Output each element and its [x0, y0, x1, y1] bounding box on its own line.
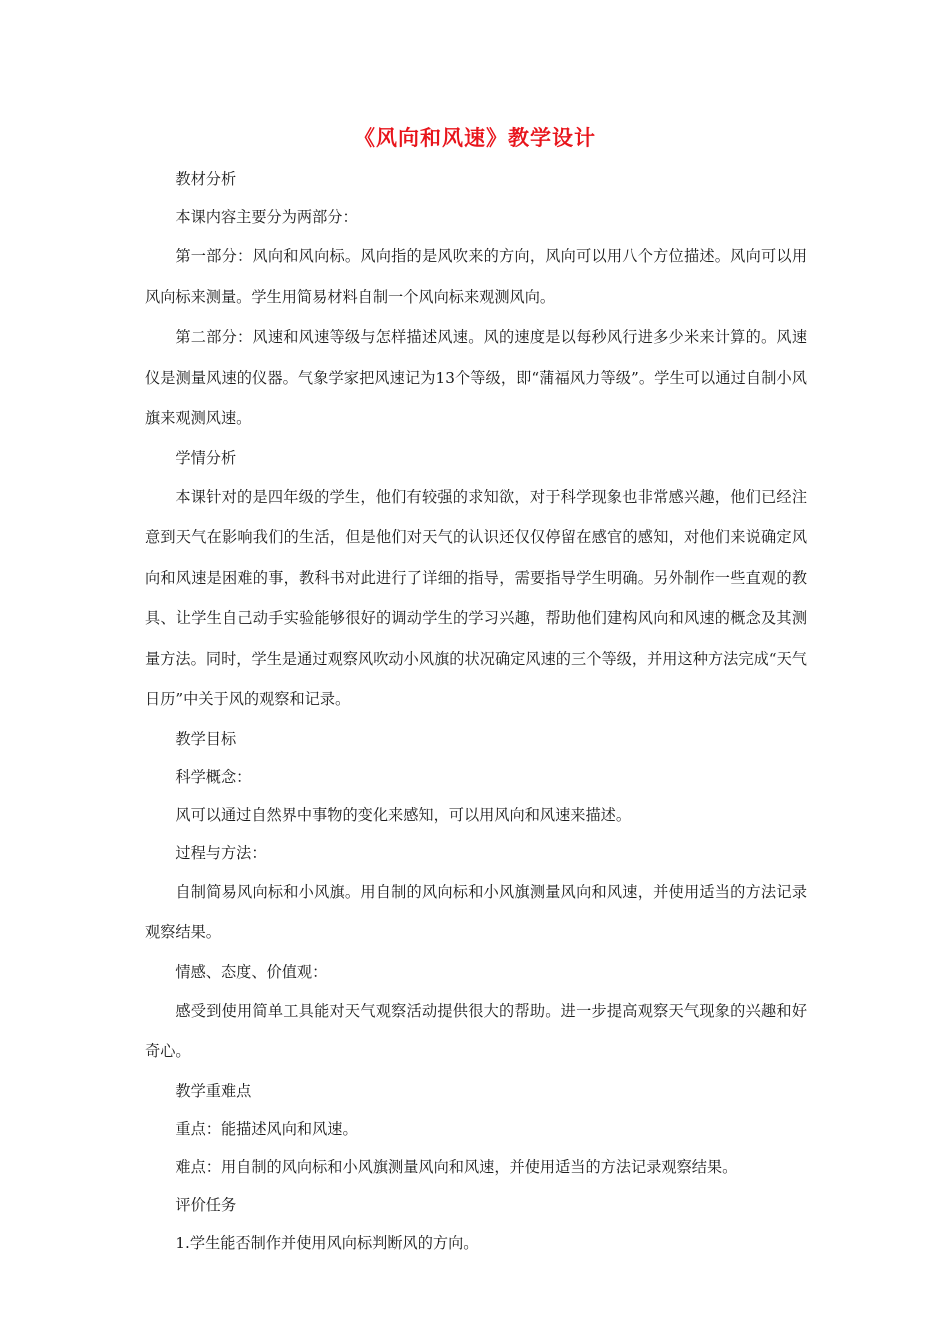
- paragraph: 风可以通过自然界中事物的变化来感知，可以用风向和风速来描述。: [175, 805, 632, 824]
- subheading: 过程与方法：: [175, 843, 267, 862]
- section-heading: 评价任务: [175, 1195, 237, 1214]
- paragraph: 重点：能描述风向和风速。: [175, 1119, 358, 1138]
- paragraph: 难点：用自制的风向标和小风旗测量风向和风速，并使用适当的方法记录观察结果。: [175, 1157, 738, 1176]
- subheading: 情感、态度、价值观：: [175, 962, 328, 981]
- paragraph: 感受到使用简单工具能对天气观察活动提供很大的帮助。进一步提高观察天气现象的兴趣和好奇心。: [145, 1001, 807, 1060]
- paragraph: 本课内容主要分为两部分：: [175, 208, 358, 226]
- paragraph: 本课针对的是四年级的学生，他们有较强的求知欲，对于科学现象也非常感兴趣，他们已经注意到天气在影响我们的生活，但是他们对天气的认识还仅仅停留在感官的感知，对他们来说确定风向和风速是困难的事，教科书对此进行了详细的指导，需要指导学生明确。另外制作一些直观的教具、让学生自己动手实验能够很好的调动学生的学习兴趣，帮助他们建构风向和风速的概念及其测量方法。同时，学生是通过观察风吹动小风旗的状况确定风速的三个等级，并用这种方法完成“天气日历”中关于风的观察和记录。: [145, 487, 807, 708]
- paragraph: 自制简易风向标和小风旗。用自制的风向标和小风旗测量风向和风速，并使用适当的方法记录观察结果。: [145, 882, 807, 941]
- section-heading: 教学重难点: [175, 1081, 252, 1100]
- subheading: 科学概念：: [175, 767, 252, 786]
- document-title: 《风向和风速》教学设计: [354, 125, 596, 150]
- paragraph: 第二部分：风速和风速等级与怎样描述风速。风的速度是以每秒风行进多少米来计算的。风速仪是测量风速的仪器。气象学家把风速记为13个等级，即“蒲福风力等级”。学生可以通过自制小风旗来观测风速。: [145, 328, 807, 427]
- section-heading: 教材分析: [175, 170, 237, 188]
- section-heading: 教学目标: [175, 729, 237, 748]
- section-heading: 学情分析: [175, 448, 237, 467]
- document-body: [145, 160, 807, 1262]
- paragraph: 1.学生能否制作并使用风向标判断风的方向。: [175, 1233, 479, 1252]
- paragraph: 第一部分：风向和风向标。风向指的是风吹来的方向，风向可以用八个方位描述。风向可以用风向标来测量。学生用简易材料自制一个风向标来观测风向。: [145, 247, 807, 306]
